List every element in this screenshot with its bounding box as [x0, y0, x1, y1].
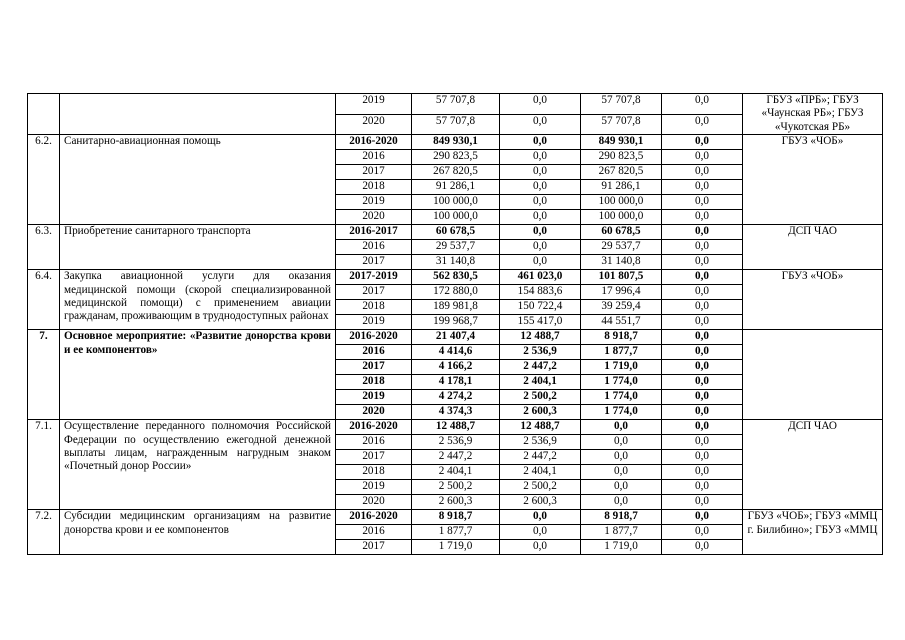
- other-sources-cell: 0,0: [662, 435, 743, 450]
- period-cell: 2016: [336, 345, 412, 360]
- other-sources-cell: 0,0: [662, 315, 743, 330]
- federal-budget-cell: 0,0: [500, 135, 581, 150]
- federal-budget-cell: 2 600,3: [500, 495, 581, 510]
- total-cell: 4 178,1: [412, 375, 500, 390]
- regional-budget-cell: 29 537,7: [581, 240, 662, 255]
- period-cell: 2017: [336, 540, 412, 555]
- total-cell: 2 500,2: [412, 480, 500, 495]
- other-sources-cell: 0,0: [662, 405, 743, 420]
- federal-budget-cell: 2 500,2: [500, 390, 581, 405]
- other-sources-cell: 0,0: [662, 510, 743, 525]
- federal-budget-cell: 12 488,7: [500, 420, 581, 435]
- total-cell: 2 536,9: [412, 435, 500, 450]
- federal-budget-cell: 12 488,7: [500, 330, 581, 345]
- federal-budget-cell: 2 536,9: [500, 345, 581, 360]
- regional-budget-cell: 8 918,7: [581, 510, 662, 525]
- other-sources-cell: 0,0: [662, 165, 743, 180]
- executor-cell: ГБУЗ «ЧОБ»; ГБУЗ «ММЦ г. Билибино»; ГБУЗ «ММЦ: [743, 510, 883, 555]
- total-cell: 21 407,4: [412, 330, 500, 345]
- measure-name: Субсидии медицинским организациям на развитие донорства крови и ее компонентов: [60, 510, 336, 555]
- period-cell: 2016-2020: [336, 420, 412, 435]
- regional-budget-cell: 1 877,7: [581, 525, 662, 540]
- other-sources-cell: 0,0: [662, 450, 743, 465]
- regional-budget-cell: 0,0: [581, 420, 662, 435]
- federal-budget-cell: 0,0: [500, 165, 581, 180]
- regional-budget-cell: 8 918,7: [581, 330, 662, 345]
- measure-name: Закупка авиационной услуги для оказания медицинской помощи (скорой специализированной медицинской помощи) с применением авиации гражданам, проживающим в труднодоступных районах: [60, 270, 336, 330]
- other-sources-cell: 0,0: [662, 420, 743, 435]
- regional-budget-cell: 100 000,0: [581, 210, 662, 225]
- period-cell: 2018: [336, 375, 412, 390]
- other-sources-cell: 0,0: [662, 150, 743, 165]
- regional-budget-cell: 290 823,5: [581, 150, 662, 165]
- other-sources-cell: 0,0: [662, 330, 743, 345]
- total-cell: 2 404,1: [412, 465, 500, 480]
- period-cell: 2017: [336, 165, 412, 180]
- period-cell: 2020: [336, 495, 412, 510]
- total-cell: 2 447,2: [412, 450, 500, 465]
- item-number: 7.: [28, 330, 60, 420]
- other-sources-cell: 0,0: [662, 285, 743, 300]
- regional-budget-cell: 0,0: [581, 495, 662, 510]
- measure-name: Осуществление переданного полномочия Российской Федерации по осуществлению ежегодной денежной выплаты лицам, награжденным нагрудным знаком «Почетный донор России»: [60, 420, 336, 510]
- period-cell: 2018: [336, 180, 412, 195]
- regional-budget-cell: 44 551,7: [581, 315, 662, 330]
- federal-budget-cell: 0,0: [500, 510, 581, 525]
- total-cell: 267 820,5: [412, 165, 500, 180]
- measure-name: Приобретение санитарного транспорта: [60, 225, 336, 270]
- federal-budget-cell: 0,0: [500, 180, 581, 195]
- total-cell: 199 968,7: [412, 315, 500, 330]
- total-cell: 172 880,0: [412, 285, 500, 300]
- total-cell: 8 918,7: [412, 510, 500, 525]
- other-sources-cell: 0,0: [662, 480, 743, 495]
- regional-budget-cell: 101 807,5: [581, 270, 662, 285]
- regional-budget-cell: 0,0: [581, 435, 662, 450]
- regional-budget-cell: 39 259,4: [581, 300, 662, 315]
- regional-budget-cell: 1 719,0: [581, 540, 662, 555]
- executor-cell: ДСП ЧАО: [743, 225, 883, 270]
- period-cell: 2016: [336, 150, 412, 165]
- period-cell: 2020: [336, 405, 412, 420]
- other-sources-cell: 0,0: [662, 525, 743, 540]
- period-cell: 2019: [336, 195, 412, 210]
- total-cell: 100 000,0: [412, 195, 500, 210]
- other-sources-cell: 0,0: [662, 225, 743, 240]
- regional-budget-cell: 100 000,0: [581, 195, 662, 210]
- federal-budget-cell: 150 722,4: [500, 300, 581, 315]
- executor-cell: ГБУЗ «ЧОБ»: [743, 135, 883, 225]
- federal-budget-cell: 0,0: [500, 114, 581, 135]
- other-sources-cell: 0,0: [662, 360, 743, 375]
- federal-budget-cell: 2 404,1: [500, 375, 581, 390]
- other-sources-cell: 0,0: [662, 465, 743, 480]
- federal-budget-cell: 2 447,2: [500, 450, 581, 465]
- other-sources-cell: 0,0: [662, 240, 743, 255]
- total-cell: 29 537,7: [412, 240, 500, 255]
- table-row: [28, 225, 883, 240]
- period-cell: 2016: [336, 435, 412, 450]
- other-sources-cell: 0,0: [662, 180, 743, 195]
- other-sources-cell: 0,0: [662, 345, 743, 360]
- measure-name: Основное мероприятие: «Развитие донорства крови и ее компонентов»: [60, 330, 336, 420]
- other-sources-cell: 0,0: [662, 300, 743, 315]
- federal-budget-cell: 155 417,0: [500, 315, 581, 330]
- regional-budget-cell: 1 877,7: [581, 345, 662, 360]
- total-cell: 4 166,2: [412, 360, 500, 375]
- regional-budget-cell: 0,0: [581, 480, 662, 495]
- executor-cell: ДСП ЧАО: [743, 420, 883, 510]
- total-cell: 290 823,5: [412, 150, 500, 165]
- regional-budget-cell: 1 719,0: [581, 360, 662, 375]
- other-sources-cell: 0,0: [662, 94, 743, 115]
- period-cell: 2016-2020: [336, 510, 412, 525]
- table-row: [28, 135, 883, 150]
- federal-budget-cell: 0,0: [500, 225, 581, 240]
- other-sources-cell: 0,0: [662, 540, 743, 555]
- table-row: [28, 94, 883, 115]
- total-cell: 57 707,8: [412, 114, 500, 135]
- regional-budget-cell: 60 678,5: [581, 225, 662, 240]
- period-cell: 2018: [336, 465, 412, 480]
- period-cell: 2016-2020: [336, 330, 412, 345]
- regional-budget-cell: 0,0: [581, 465, 662, 480]
- table-body: [28, 94, 883, 555]
- period-cell: 2017: [336, 360, 412, 375]
- funding-table: [27, 93, 883, 555]
- period-cell: 2019: [336, 390, 412, 405]
- regional-budget-cell: 31 140,8: [581, 255, 662, 270]
- federal-budget-cell: 0,0: [500, 525, 581, 540]
- period-cell: 2019: [336, 94, 412, 115]
- total-cell: 1 877,7: [412, 525, 500, 540]
- federal-budget-cell: 154 883,6: [500, 285, 581, 300]
- total-cell: 91 286,1: [412, 180, 500, 195]
- other-sources-cell: 0,0: [662, 135, 743, 150]
- period-cell: 2020: [336, 210, 412, 225]
- federal-budget-cell: 0,0: [500, 255, 581, 270]
- total-cell: 57 707,8: [412, 94, 500, 115]
- regional-budget-cell: 267 820,5: [581, 165, 662, 180]
- other-sources-cell: 0,0: [662, 270, 743, 285]
- executor-cell: ГБУЗ «ПРБ»; ГБУЗ «Чаунская РБ»; ГБУЗ «Чукотская РБ»: [743, 94, 883, 135]
- other-sources-cell: 0,0: [662, 114, 743, 135]
- period-cell: 2018: [336, 300, 412, 315]
- other-sources-cell: 0,0: [662, 390, 743, 405]
- item-number: 6.4.: [28, 270, 60, 330]
- total-cell: 562 830,5: [412, 270, 500, 285]
- federal-budget-cell: 0,0: [500, 540, 581, 555]
- federal-budget-cell: 2 500,2: [500, 480, 581, 495]
- federal-budget-cell: 2 404,1: [500, 465, 581, 480]
- regional-budget-cell: 849 930,1: [581, 135, 662, 150]
- total-cell: 4 374,3: [412, 405, 500, 420]
- measure-name: Санитарно-авиационная помощь: [60, 135, 336, 225]
- item-number: 6.3.: [28, 225, 60, 270]
- period-cell: 2017: [336, 285, 412, 300]
- other-sources-cell: 0,0: [662, 210, 743, 225]
- measure-name: [60, 94, 336, 135]
- total-cell: 31 140,8: [412, 255, 500, 270]
- period-cell: 2016-2020: [336, 135, 412, 150]
- total-cell: 189 981,8: [412, 300, 500, 315]
- period-cell: 2017-2019: [336, 270, 412, 285]
- table-row: [28, 510, 883, 525]
- item-number: [28, 94, 60, 135]
- regional-budget-cell: 91 286,1: [581, 180, 662, 195]
- federal-budget-cell: 2 447,2: [500, 360, 581, 375]
- item-number: 6.2.: [28, 135, 60, 225]
- total-cell: 2 600,3: [412, 495, 500, 510]
- regional-budget-cell: 1 774,0: [581, 405, 662, 420]
- regional-budget-cell: 57 707,8: [581, 114, 662, 135]
- total-cell: 100 000,0: [412, 210, 500, 225]
- other-sources-cell: 0,0: [662, 195, 743, 210]
- federal-budget-cell: 0,0: [500, 210, 581, 225]
- period-cell: 2019: [336, 315, 412, 330]
- federal-budget-cell: 0,0: [500, 240, 581, 255]
- other-sources-cell: 0,0: [662, 375, 743, 390]
- federal-budget-cell: 461 023,0: [500, 270, 581, 285]
- other-sources-cell: 0,0: [662, 255, 743, 270]
- period-cell: 2017: [336, 255, 412, 270]
- regional-budget-cell: 1 774,0: [581, 390, 662, 405]
- table-row: [28, 270, 883, 285]
- period-cell: 2019: [336, 480, 412, 495]
- period-cell: 2016: [336, 525, 412, 540]
- total-cell: 60 678,5: [412, 225, 500, 240]
- other-sources-cell: 0,0: [662, 495, 743, 510]
- table-row: [28, 420, 883, 435]
- federal-budget-cell: 0,0: [500, 94, 581, 115]
- item-number: 7.1.: [28, 420, 60, 510]
- period-cell: 2017: [336, 450, 412, 465]
- table-row: [28, 330, 883, 345]
- regional-budget-cell: 17 996,4: [581, 285, 662, 300]
- regional-budget-cell: 0,0: [581, 450, 662, 465]
- period-cell: 2016-2017: [336, 225, 412, 240]
- executor-cell: [743, 330, 883, 420]
- federal-budget-cell: 2 536,9: [500, 435, 581, 450]
- total-cell: 1 719,0: [412, 540, 500, 555]
- federal-budget-cell: 0,0: [500, 150, 581, 165]
- total-cell: 4 414,6: [412, 345, 500, 360]
- federal-budget-cell: 0,0: [500, 195, 581, 210]
- total-cell: 12 488,7: [412, 420, 500, 435]
- program-table-page: [27, 93, 882, 555]
- item-number: 7.2.: [28, 510, 60, 555]
- period-cell: 2020: [336, 114, 412, 135]
- regional-budget-cell: 1 774,0: [581, 375, 662, 390]
- period-cell: 2016: [336, 240, 412, 255]
- total-cell: 4 274,2: [412, 390, 500, 405]
- federal-budget-cell: 2 600,3: [500, 405, 581, 420]
- regional-budget-cell: 57 707,8: [581, 94, 662, 115]
- total-cell: 849 930,1: [412, 135, 500, 150]
- executor-cell: ГБУЗ «ЧОБ»: [743, 270, 883, 330]
